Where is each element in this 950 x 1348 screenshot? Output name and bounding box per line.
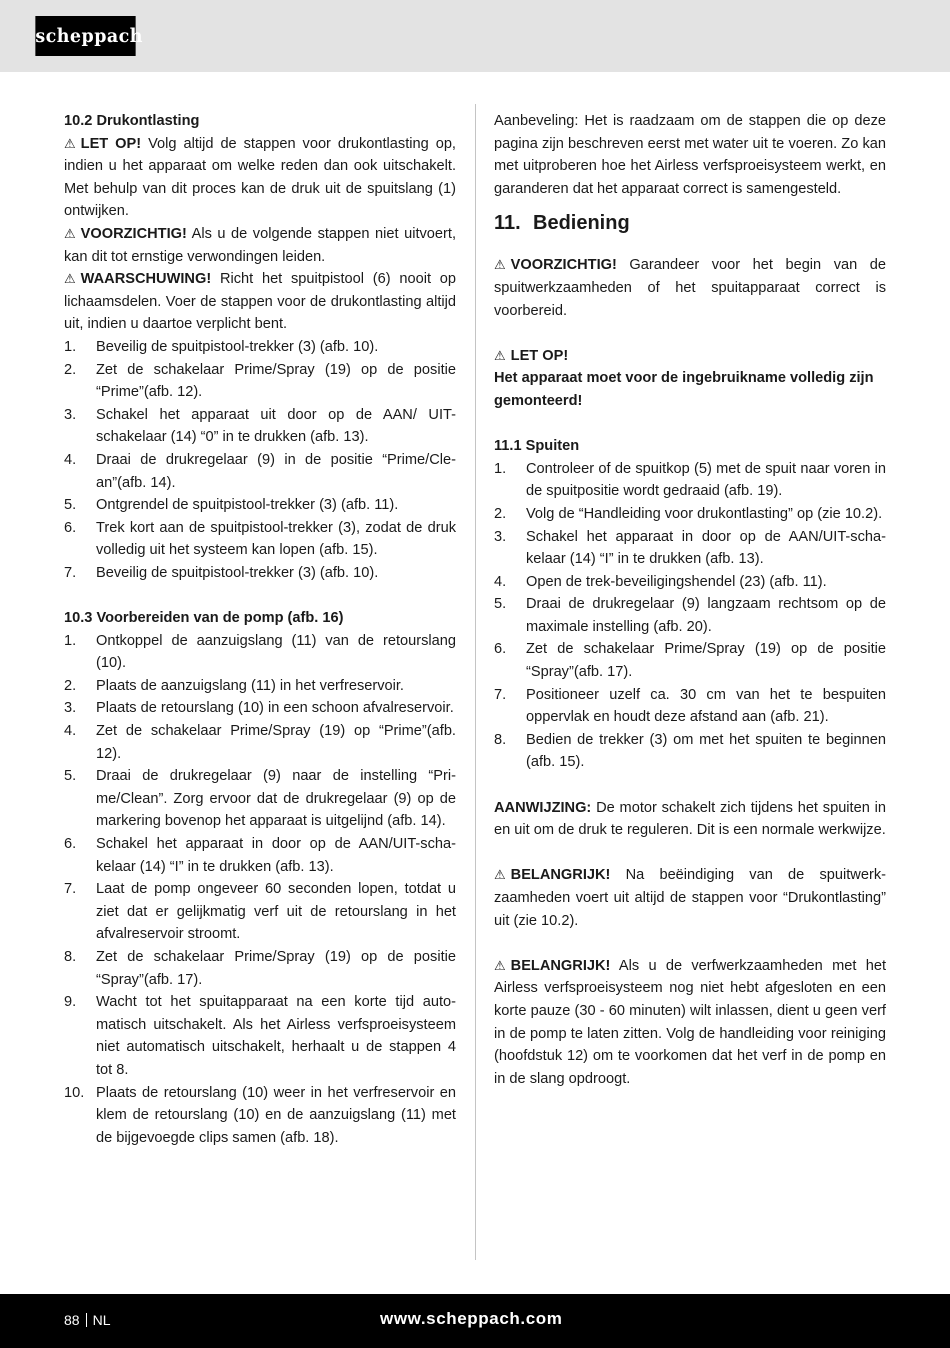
right-column (494, 110, 886, 1090)
list-item: 1. Controleer of de spuitkop (5) met de spuit naar voren in de spuitpositie wordt gedraaid (afb. 19). (494, 460, 886, 500)
website-link[interactable]: www.scheppach.com (380, 1309, 563, 1328)
list-item: 7. Beveilig de spuitpistool-trekker (3) (afb. 10). (64, 564, 379, 581)
list-item: 3. Schakel het apparaat in door op de AAN/UIT-schakelaar (14) “I” in te drukken (afb. 13). (494, 528, 886, 568)
list-item: 6. Schakel het apparaat in door op de AAN/UIT-schakelaar (14) “I” in te drukken (afb. 13). (64, 836, 456, 875)
warning-let-op: ⚠ LET OP! Volg altijd de stappen voor drukontlasting op, indien u het apparaat om welke reden dan ook uitschakelt. Met behulp van dit proces kan de druk uit de spuitslang (1) ontwijken. (64, 133, 456, 223)
important-notice-2: ⚠ BELANGRIJK! Als u de verfwerkzaamheden met het Airless verfsproeisysteem nog niet hebt afgesloten en een korte pauze (30 - 60 minuten) wilt inlassen, dient u geen verf in de pomp te laten zitten. Volg de handleiding voor reiniging (hoofdstuk 12) om te voorkomen dat het verf in de pomp en in de slang opdroogt. (494, 955, 886, 1091)
list-item: 8. Bedien de trekker (3) om met het spuiten te beginnen (afb. 15). (494, 731, 886, 771)
assembly-notice: Het apparaat moet voor de ingebruikname volledig zijn gemonteerd! (494, 370, 874, 409)
important-notice-1: ⚠ BELANGRIJK! Na beëindiging van de spuitwerkzaamheden voert uit altijd de stappen voor “Drukontlasting” uit (zie 10.2). (494, 864, 886, 932)
chapter-11-heading: 11. Bediening (494, 212, 630, 235)
list-item: 3. Plaats de retourslang (10) in een schoon afvalreservoir. (64, 700, 454, 717)
list-item: 6. Trek kort aan de spuitpistool-trekker (3), zodat de druk volledig uit het systeem kan lopen (afb. 15). (64, 519, 456, 559)
warning-triangle-icon: ⚠ (64, 225, 76, 241)
page-number: 88 NL (64, 1312, 111, 1328)
list-item: 5. Ontgrendel de spuitpistool-trekker (3) (afb. 11). (64, 497, 399, 514)
list-item: 8. Zet de schakelaar Prime/Spray (19) op de positie “Spray”(afb. 17). (64, 948, 456, 988)
list-item: 4. Zet de schakelaar Prime/Spray (19) op “Prime”(afb. 12). (64, 723, 456, 762)
column-divider (475, 104, 476, 1260)
list-item: 2. Plaats de aanzuigslang (11) in het verfreservoir. (64, 677, 404, 694)
pump-prep-steps (64, 630, 456, 1150)
list-item: 9. Wacht tot het spuitapparaat na een korte tijd automatisch uitschakelt. Als het Airless verfsproeisysteem niet automatisch uitschakelt, herhaalt u de stappen 4 tot 8. (64, 994, 456, 1078)
section-10-3-heading: 10.3 Voorbereiden van de pomp (afb. 16) (64, 610, 344, 627)
list-item: 7. Positioneer uzelf ca. 30 cm van het te bespuiten oppervlak en houdt deze afstand aan (afb. 21). (494, 686, 886, 726)
list-item: 1. Ontkoppel de aanzuigslang (11) van de retourslang (10). (64, 632, 456, 672)
list-item: 2. Volg de “Handleiding voor drukontlasting” op (zie 10.2). (494, 505, 883, 522)
list-item: 3. Schakel het apparaat uit door op de AAN/ UIT-schakelaar (14) “0” in te drukken (afb. 13). (64, 406, 456, 446)
warning-triangle-icon: ⚠ (494, 867, 506, 883)
page-header (0, 0, 950, 72)
recommendation-text: Aanbeveling: Het is raadzaam om de stappen die op deze pagina zijn beschreven eerst met water uit te voeren. Zo kan met uitproberen hoe het Airless verfsproeisysteem werkt, en garanderen dat het apparaat correct is samengesteld. (494, 113, 886, 197)
note-aanwijzing: AANWIJZING: De motor schakelt zich tijdens het spuiten in en uit om de druk te reguleren. Dit is een normale werkwijze. (494, 799, 886, 839)
page-footer (0, 1294, 950, 1348)
list-item: 4. Open de trek-beveiligingshendel (23) (afb. 11). (494, 573, 827, 590)
warning-triangle-icon: ⚠ (494, 347, 506, 363)
list-item: 5. Draai de drukregelaar (9) naar de instelling “Prime/Clean”. Zorg ervoor dat de drukregelaar (9) op de markering bovenop het apparaat is uitgelijnd (afb. 14). (64, 768, 456, 830)
warning-voorzichtig: ⚠ VOORZICHTIG! Garandeer voor het begin van de spuitwerkzaamheden of het spuitapparaat correct is voorbereid. (494, 254, 886, 322)
warning-triangle-icon: ⚠ (64, 135, 76, 151)
list-item: 6. Zet de schakelaar Prime/Spray (19) op de positie “Spray”(afb. 17). (494, 641, 886, 681)
spraying-steps (494, 458, 886, 774)
warning-voorzichtig: ⚠ VOORZICHTIG! Als u de volgende stappen niet uitvoert, kan dit tot ernstige verwondingen leiden. (64, 223, 456, 268)
pressure-relief-steps (64, 336, 456, 585)
warning-triangle-icon: ⚠ (64, 271, 76, 287)
warning-triangle-icon: ⚠ (494, 257, 506, 273)
list-item: 7. Laat de pomp ongeveer 60 seconden lopen, totdat u ziet dat er gelijkmatig verf uit de retourslang in het afvalreservoir stroomt. (64, 881, 456, 943)
section-10-2-heading: 10.2 Drukontlasting (64, 113, 200, 129)
list-item: 4. Draai de drukregelaar (9) in de positie “Prime/Clean”(afb. 14). (64, 451, 456, 491)
warning-let-op: ⚠ LET OP! (494, 345, 886, 368)
list-item: 5. Draai de drukregelaar (9) langzaam rechtsom op de maximale instelling (afb. 20). (494, 596, 886, 635)
left-column (64, 110, 456, 1149)
list-item: 1. Beveilig de spuitpistool-trekker (3) (afb. 10). (64, 338, 379, 355)
section-11-1-heading: 11.1 Spuiten (494, 438, 580, 455)
scheppach-logo: scheppach (35, 16, 135, 56)
warning-triangle-icon: ⚠ (494, 957, 506, 973)
warning-waarschuwing: ⚠ WAARSCHUWING! Richt het spuitpistool (6) nooit op lichaamsdelen. Voer de stappen voor de drukontlasting altijd uit, indien u daartoe verplicht bent. (64, 268, 456, 336)
list-item: 10. Plaats de retourslang (10) weer in het verfreservoir en klem de retourslang (10) en de aanzuigslang (11) met de bijgevoegde clips samen (afb. 18). (64, 1084, 456, 1146)
list-item: 2. Zet de schakelaar Prime/Spray (19) op de positie “Prime”(afb. 12). (64, 361, 456, 401)
